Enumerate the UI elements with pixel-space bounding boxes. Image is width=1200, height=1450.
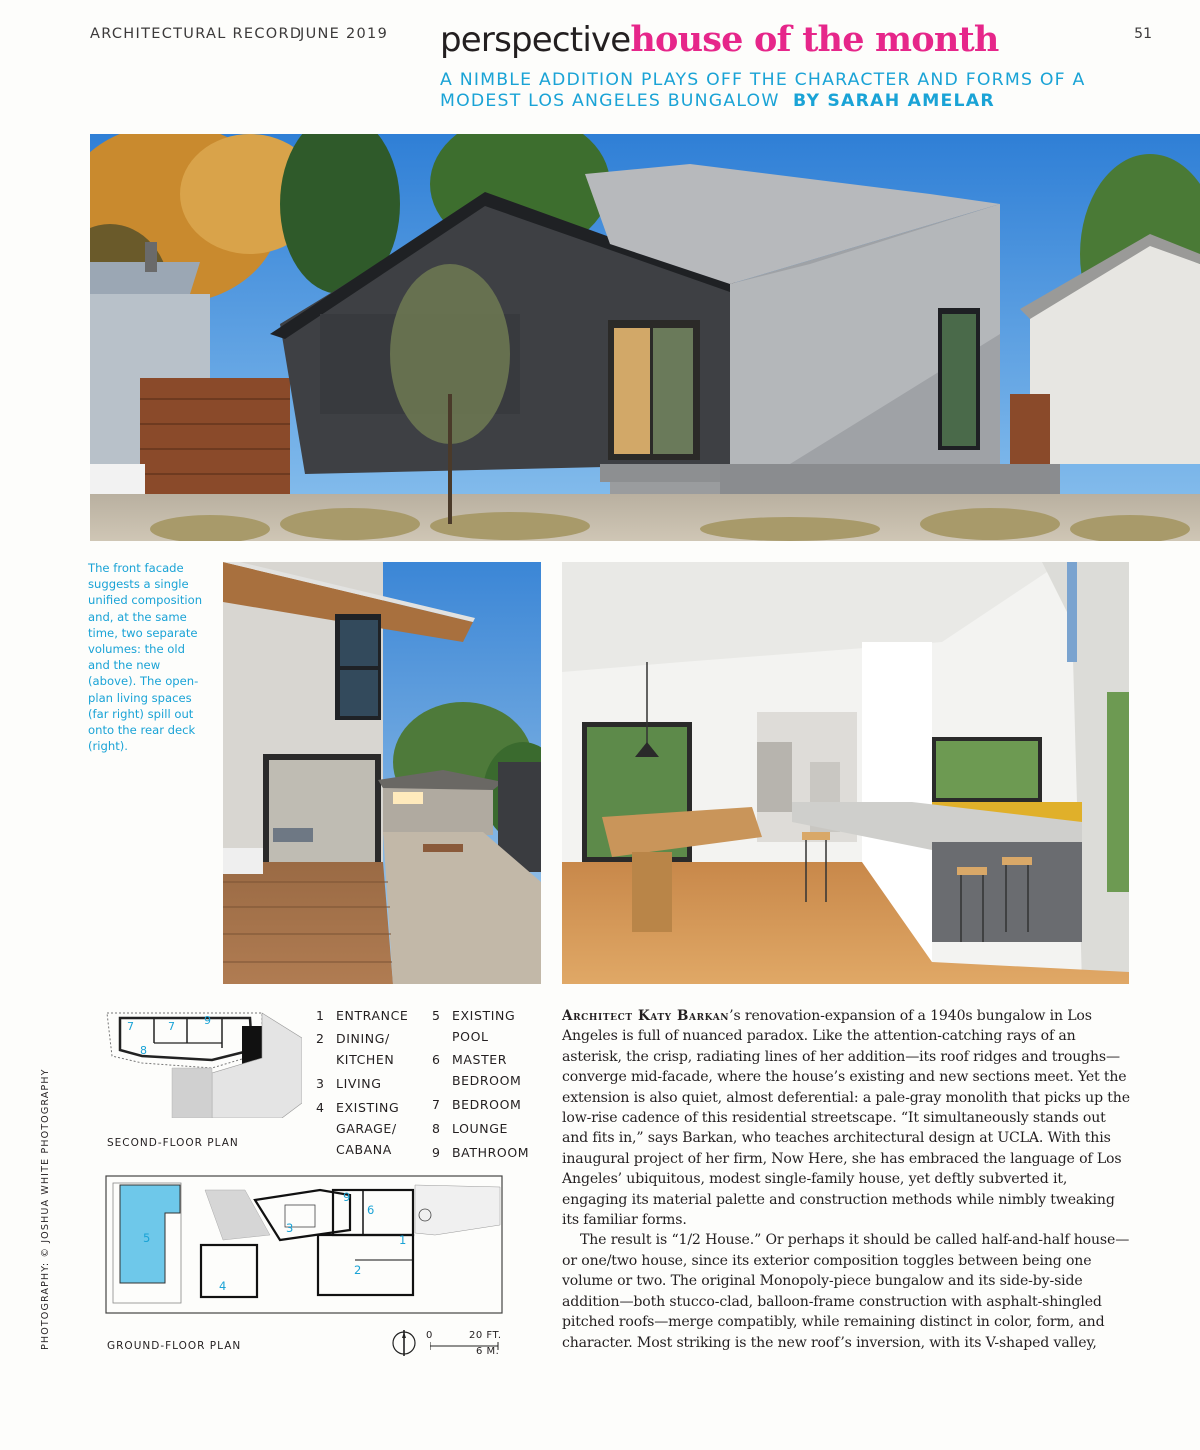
- section-heading: [440, 19, 999, 60]
- issue-date: JUNE 2019: [300, 26, 389, 42]
- second-floor-plan: [102, 1008, 302, 1118]
- legend-item: CABANA: [336, 1142, 392, 1157]
- article-body: [562, 1006, 1132, 1353]
- feature-title: house of the month: [630, 19, 999, 60]
- legend-item: 3 LIVING: [316, 1076, 382, 1091]
- scale-feet: 20 FT.: [469, 1330, 502, 1341]
- article-paragraph-1: [562, 1006, 1132, 1230]
- plan-label-living: 3: [286, 1221, 294, 1235]
- second-floor-plan-label: SECOND-FLOOR PLAN: [107, 1137, 239, 1149]
- legend-item: 6 MASTER: [432, 1052, 508, 1067]
- plan-label-pool: 5: [143, 1231, 151, 1245]
- deck-text: A NIMBLE ADDITION PLAYS OFF THE CHARACTER AND FORMS OF A MODEST LOS ANGELES BUNGALOW: [440, 70, 1086, 111]
- legend-item: KITCHEN: [336, 1052, 395, 1067]
- page-number: 51: [1134, 26, 1152, 42]
- plan-label-ground-bathroom: 9: [343, 1190, 351, 1204]
- article-paragraph-2: The result is “1/2 House.” Or perhaps it should be called half-and-half house—or one/two house, since its exterior composition toggles between being one volume or two. The original Monopoly-piece bungalow and its side-by-side addition—both stucco-clad, balloon-frame construction with asphalt-shingled pitched roofs—merge compatibly, while remaining distinct in color, form, and character. Most striking is the new roof’s inversion, with its V-shaped valley,: [562, 1232, 1130, 1351]
- legend-item: 9 BATHROOM: [432, 1145, 530, 1160]
- plan-label-lounge: 8: [140, 1044, 147, 1057]
- photo-rear-deck: [223, 562, 541, 984]
- legend-item: 7 BEDROOM: [432, 1097, 522, 1112]
- publication-name: ARCHITECTURAL RECORD: [90, 26, 303, 42]
- legend-item: 4 EXISTING: [316, 1100, 400, 1115]
- legend-item: 5 EXISTING: [432, 1008, 516, 1023]
- article-lead-in: Architect Katy Barkan: [562, 1008, 730, 1024]
- plan-label-bathroom: 9: [204, 1014, 211, 1027]
- legend-item: 1 ENTRANCE: [316, 1008, 409, 1023]
- byline: BY SARAH AMELAR: [793, 91, 995, 111]
- plan-label-entrance: 1: [399, 1233, 407, 1247]
- photo-credit: PHOTOGRAPHY: © JOSHUA WHITE PHOTOGRAPHY: [40, 1068, 51, 1350]
- plan-label-master-bedroom: 6: [367, 1203, 375, 1217]
- legend-item: BEDROOM: [452, 1073, 522, 1088]
- deck: [440, 70, 1160, 112]
- section-label: perspective: [440, 20, 631, 60]
- north-arrow-icon: [390, 1328, 420, 1358]
- legend-item: 8 LOUNGE: [432, 1121, 509, 1136]
- plan-label-garage: 4: [219, 1279, 227, 1293]
- scale-meters: 6 M.: [476, 1346, 500, 1357]
- plan-label-bedroom-1: 7: [127, 1020, 134, 1033]
- legend-item: POOL: [452, 1029, 489, 1044]
- scale-zero: 0: [426, 1330, 433, 1341]
- ground-floor-plan-label: GROUND-FLOOR PLAN: [107, 1340, 242, 1352]
- ground-floor-plan: [105, 1175, 505, 1315]
- hero-photo-front-facade: [90, 134, 1200, 541]
- photo-open-plan-living: [562, 562, 1129, 984]
- plan-label-dining-kitchen: 2: [354, 1263, 362, 1277]
- plan-label-bedroom-2: 7: [168, 1020, 175, 1033]
- legend-item: 2 DINING/: [316, 1031, 390, 1046]
- photo-caption: The front facade suggests a single unified composition and, at the same time, two separate volumes: the old and the new (above). The open-plan living spaces (far right) spill out onto the rear deck (right).: [88, 561, 203, 754]
- legend-item: GARAGE/: [336, 1121, 397, 1136]
- plan-legend: [316, 1006, 536, 1166]
- article-paragraph-1-text: ’s renovation-expansion of a 1940s bungalow in Los Angeles is full of nuanced paradox. Like the attention-catching rays of an asterisk, the crisp, radiating lines of her addition—its roof ridges and troughs—converge mid-facade, where the house’s existing and new sections meet. Yet the extension is also quiet, almost deferential: a pale-gray monolith that picks up the low-rise cadence of this residential streetscape. “It simultaneously stands out and fits in,” says Barkan, who teaches architectural design at UCLA. With this inaugural project of her firm, Now Here, she has embraced the language of Los Angeles’ ubiquitous, modest single-family house, yet deftly subverted it, engaging its material palette and construction methods while nimbly tweaking its familiar forms.: [562, 1008, 1130, 1229]
